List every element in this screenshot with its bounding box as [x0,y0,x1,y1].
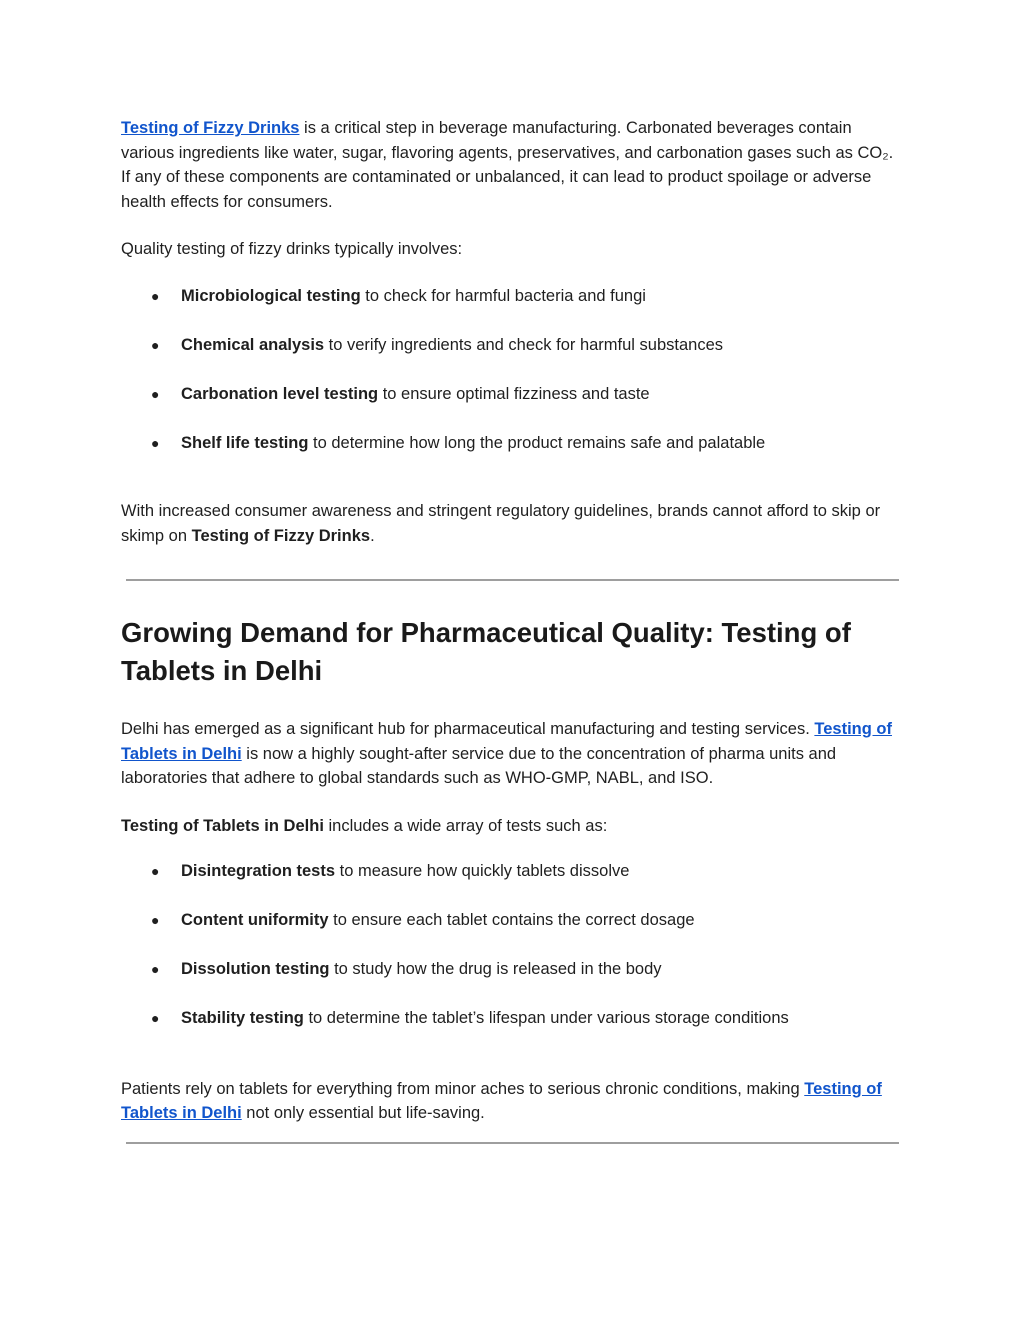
list-item-text: to determine how long the product remains safe and palatable [308,433,766,452]
bullet-icon: ● [151,385,160,402]
document-page [121,116,901,1144]
tablets-lead-paragraph [121,814,901,839]
list-item-term: Carbonation level testing [181,384,379,403]
list-item-term: Dissolution testing [181,960,330,978]
list-item [121,284,901,309]
list-item-term: Content uniformity [181,911,329,929]
fizzy-intro-text: is a critical step in beverage manufacturing. Carbonated beverages contain various ingredients like water, sugar, flavoring agents, preservatives, and carbonation gases such as CO₂. If any of these components are contaminated or unbalanced, it can lead to product spoilage or adverse health effects for consumers. [121,119,894,211]
bullet-icon: ● [151,961,160,977]
bullet-icon: ● [151,1010,160,1026]
list-item-term: Disintegration tests [181,862,336,880]
list-item-text: to verify ingredients and check for harmful substances [324,335,724,354]
fizzy-closing-end: . [370,526,375,545]
list-item [121,382,901,407]
bullet-icon: ● [151,434,160,451]
tablets-closing-text: Patients rely on tablets for everything from minor aches to serious chronic conditions, making [121,1079,805,1098]
fizzy-closing-paragraph [121,499,901,548]
bullet-icon: ● [151,287,160,304]
fizzy-closing-text: With increased consumer awareness and stringent regulatory guidelines, brands cannot afford to skip or skimp on [121,502,881,545]
list-item-text: to study how the drug is released in the body [329,960,662,978]
list-item-term: Chemical analysis [181,335,325,354]
fizzy-intro-paragraph [121,116,901,214]
list-item-text: to ensure optimal fizziness and taste [378,384,650,403]
list-item [121,1006,901,1031]
list-item [121,859,901,884]
fizzy-drinks-link[interactable]: Testing of Fizzy Drinks [121,119,300,137]
tablets-intro-before: Delhi has emerged as a significant hub for pharmaceutical manufacturing and testing services. [121,720,815,738]
list-item-text: to measure how quickly tablets dissolve [335,862,630,880]
list-item-text: to determine the tablet’s lifespan under various storage conditions [303,1009,789,1027]
list-item-term: Microbiological testing [181,286,361,305]
tablets-delhi-link-closing[interactable]: Testing of Tablets in Delhi [121,1079,882,1122]
list-item [121,957,901,982]
tablets-lead-text: includes a wide array of tests such as: [323,816,608,835]
fizzy-lead-text: Quality testing of fizzy drinks typically involves: [121,240,463,258]
fizzy-tests-list [121,284,901,456]
list-item [121,908,901,933]
tablets-delhi-link[interactable]: Testing of Tablets in Delhi [121,720,892,763]
tablets-closing-paragraph [121,1077,901,1126]
list-item [121,333,901,358]
bullet-icon: ● [151,912,160,928]
list-item-term: Stability testing [181,1009,304,1027]
list-item-term: Shelf life testing [181,433,309,452]
bullet-icon: ● [151,336,160,353]
tablets-intro-after: is now a highly sought-after service due to the concentration of pharma units and laboratories that adhere to global standards such as WHO-GMP, NABL, and ISO. [121,744,837,787]
list-item-text: to ensure each tablet contains the correct dosage [328,911,695,929]
bullet-icon: ● [151,863,160,879]
tablets-intro-paragraph [121,717,901,791]
section-divider [126,1142,899,1144]
list-item [121,431,901,456]
section-heading: Growing Demand for Pharmaceutical Quality: Testing of Tablets in Delhi [121,617,851,686]
tablets-lead-bold: Testing of Tablets in Delhi [121,816,324,835]
tablet-tests-list [121,859,901,1031]
fizzy-closing-bold: Testing of Fizzy Drinks [191,526,371,545]
list-item-text: to check for harmful bacteria and fungi [360,286,646,305]
section-divider [126,579,899,581]
tablets-closing-end: not only essential but life-saving. [241,1104,485,1122]
